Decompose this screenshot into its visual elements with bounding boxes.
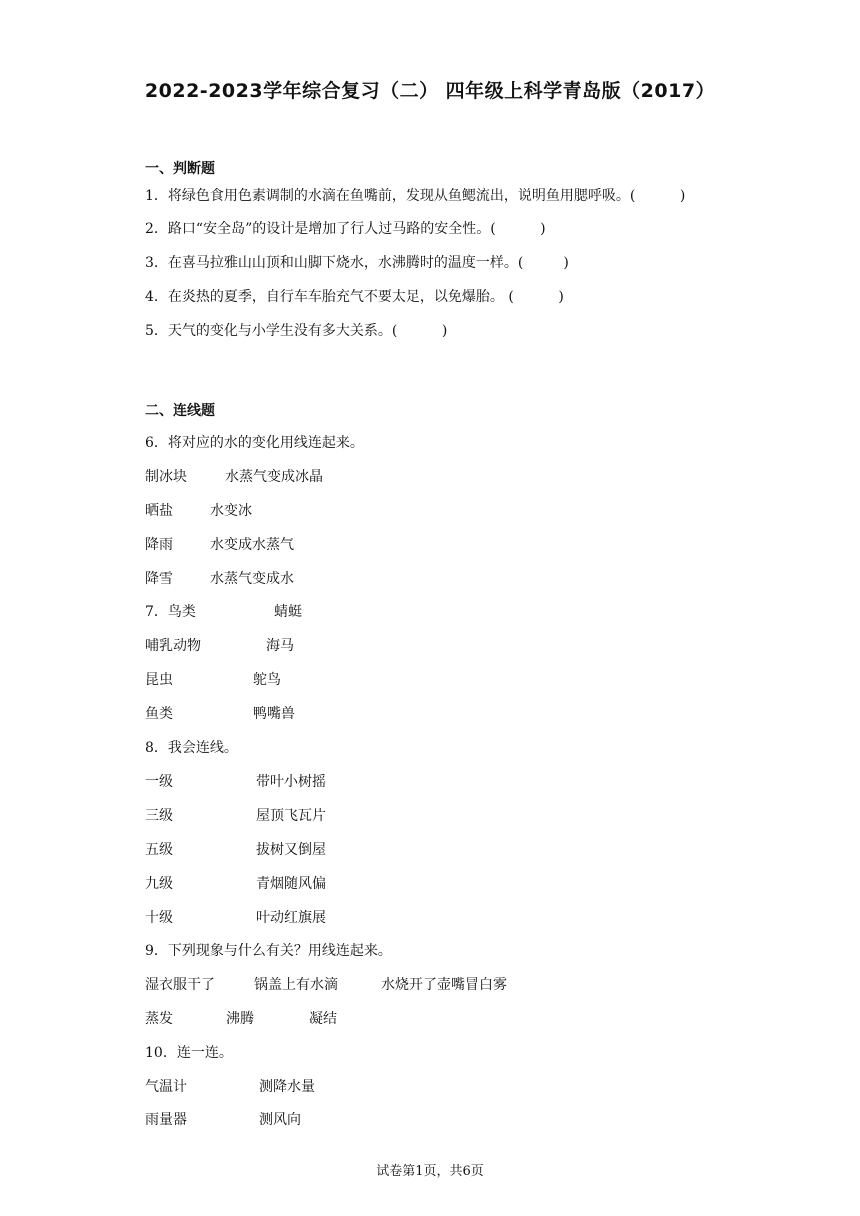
- q6-left-item: 制冰块: [145, 469, 187, 485]
- page-footer: 试卷第1页，共6页: [376, 1164, 484, 1179]
- question-2: 2．路口“安全岛”的设计是增加了行人过马路的安全性。( ): [145, 221, 546, 237]
- q7-left-item: 7．鸟类: [145, 604, 196, 620]
- q10-left-item: 雨量器: [145, 1112, 187, 1128]
- q10-right-item: 测风向: [259, 1112, 301, 1128]
- q8-right-item: 带叶小树摇: [256, 774, 326, 790]
- question-3: 3．在喜马拉雅山山顶和山脚下烧水，水沸腾时的温度一样。( ): [145, 255, 569, 271]
- q7-left-item: 哺乳动物: [145, 638, 201, 654]
- question-9-prompt: 9．下列现象与什么有关？用线连起来。: [145, 943, 392, 959]
- document-title: 2022-2023学年综合复习（二） 四年级上科学青岛版（2017）: [144, 80, 716, 102]
- question-8-prompt: 8．我会连线。: [145, 740, 238, 756]
- q8-left-item: 十级: [145, 910, 173, 926]
- q8-right-item: 拔树又倒屋: [256, 842, 326, 858]
- q7-left-item: 鱼类: [145, 706, 173, 722]
- q8-left-item: 一级: [145, 774, 173, 790]
- q7-left-item: 昆虫: [145, 672, 173, 688]
- q8-left-item: 三级: [145, 808, 173, 824]
- q6-left-item: 晒盐: [145, 503, 173, 519]
- q9-phenomenon: 水烧开了壶嘴冒白雾: [381, 977, 507, 993]
- q9-process: 凝结: [309, 1011, 337, 1027]
- question-10-prompt: 10．连一连。: [145, 1045, 233, 1061]
- q7-right-item: 鸵鸟: [253, 672, 281, 688]
- q7-right-item: 海马: [266, 638, 294, 654]
- q6-right-item: 水变成水蒸气: [210, 537, 294, 553]
- q6-left-item: 降雪: [145, 571, 173, 587]
- q9-phenomenon: 锅盖上有水滴: [254, 977, 338, 993]
- q8-right-item: 叶动红旗展: [256, 910, 326, 926]
- section-heading-judgement: 一、判断题: [145, 161, 215, 177]
- q8-left-item: 九级: [145, 876, 173, 892]
- q8-right-item: 青烟随风偏: [256, 876, 326, 892]
- q7-right-item: 蜻蜓: [274, 604, 302, 620]
- q7-right-item: 鸭嘴兽: [253, 706, 295, 722]
- q8-left-item: 五级: [145, 842, 173, 858]
- q6-right-item: 水蒸气变成冰晶: [225, 469, 323, 485]
- q6-left-item: 降雨: [145, 537, 173, 553]
- q9-phenomenon: 湿衣服干了: [145, 977, 215, 993]
- q9-process: 蒸发: [145, 1011, 173, 1027]
- section-heading-matching: 二、连线题: [145, 403, 215, 419]
- q9-process: 沸腾: [226, 1011, 254, 1027]
- question-5: 5．天气的变化与小学生没有多大关系。( ): [145, 323, 448, 339]
- q10-left-item: 气温计: [145, 1079, 187, 1095]
- q6-right-item: 水变冰: [210, 503, 252, 519]
- q8-right-item: 屋顶飞瓦片: [256, 808, 326, 824]
- q10-right-item: 测降水量: [259, 1079, 315, 1095]
- question-4: 4．在炎热的夏季，自行车车胎充气不要太足，以免爆胎。 ( ): [145, 289, 564, 305]
- q6-right-item: 水蒸气变成水: [210, 571, 294, 587]
- question-1: 1．将绿色食用色素调制的水滴在鱼嘴前，发现从鱼鳃流出，说明鱼用腮呼吸。( ): [145, 188, 686, 204]
- question-6-prompt: 6．将对应的水的变化用线连起来。: [145, 435, 364, 451]
